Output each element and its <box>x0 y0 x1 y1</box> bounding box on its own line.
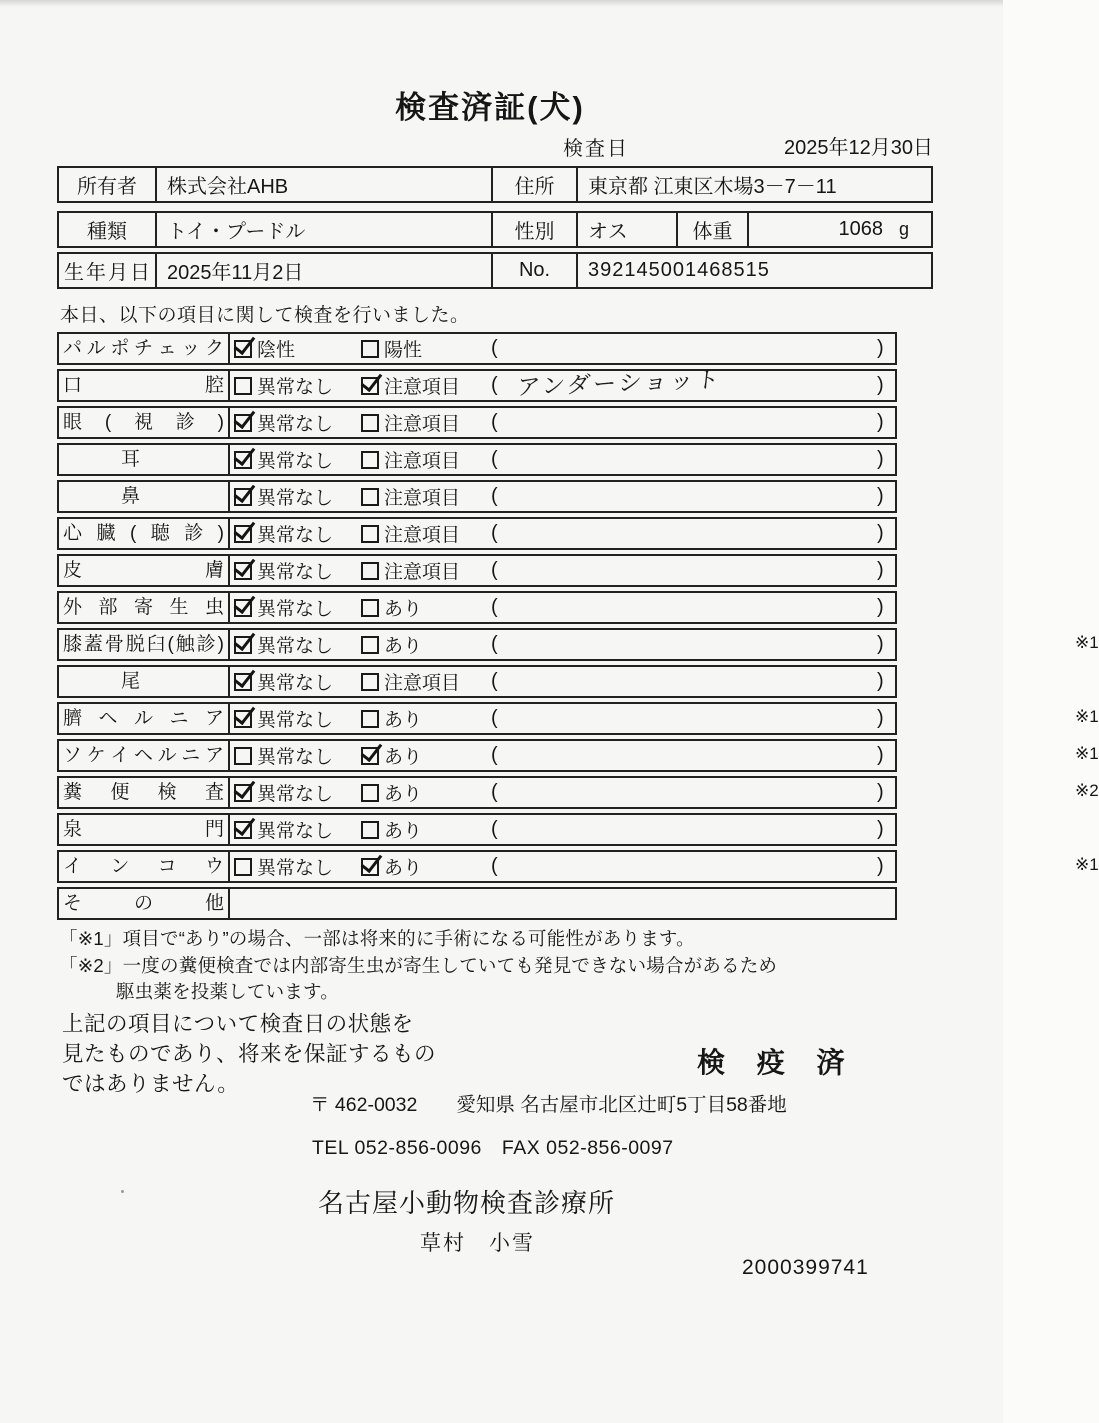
exam-option <box>361 741 422 770</box>
exam-option-label: あり <box>384 858 423 879</box>
weight-unit: g <box>898 219 909 239</box>
breed-label: 種類 <box>59 213 157 246</box>
exam-row <box>57 628 1099 661</box>
paren-open: ( <box>491 855 498 877</box>
exam-option-label: あり <box>384 599 423 620</box>
paren-close: ) <box>877 633 884 655</box>
clinic-name: 名古屋小動物検査診療所 <box>318 1188 616 1218</box>
paren-close: ) <box>877 337 884 359</box>
exam-option-label: あり <box>384 710 423 731</box>
exam-row-content <box>230 630 1099 659</box>
empty-checkbox-icon <box>361 340 379 358</box>
exam-option-label: 注意項目 <box>384 525 461 546</box>
exam-option-label: あり <box>384 747 423 768</box>
disclaimer-line: 見たものであり、将来を保証するもの <box>62 1042 437 1066</box>
exam-option-label: あり <box>384 821 423 842</box>
exam-option <box>234 852 333 881</box>
exam-item-label: そ の 他 <box>59 889 230 918</box>
exam-option-label: 異常なし <box>257 599 334 620</box>
checked-checkbox-icon <box>234 525 252 543</box>
checked-checkbox-icon <box>234 710 252 728</box>
exam-row-content <box>230 889 895 918</box>
paren-open: ( <box>491 411 498 433</box>
exam-option <box>361 371 460 400</box>
exam-option-label: 注意項目 <box>384 451 461 472</box>
paren-close: ) <box>877 670 884 692</box>
exam-item-label: ソ ケ イ ヘ ル ニ ア <box>59 741 230 770</box>
exam-date-label: 検査日 <box>563 138 629 160</box>
exam-option <box>361 519 460 548</box>
checked-checkbox-icon <box>361 377 379 395</box>
paren-open: ( <box>491 707 498 729</box>
exam-option <box>234 482 333 511</box>
empty-checkbox-icon <box>361 414 379 432</box>
exam-row-content <box>230 445 895 474</box>
breed-value: トイ・プードル <box>157 213 493 246</box>
exam-option-label: 注意項目 <box>384 414 461 435</box>
paren-close: ) <box>877 818 884 840</box>
exam-row-content <box>230 704 1099 733</box>
paren-close: ) <box>877 781 884 803</box>
address-label: 住所 <box>493 168 578 201</box>
exam-option <box>361 334 422 363</box>
exam-row <box>57 665 897 698</box>
empty-checkbox-icon <box>234 747 252 765</box>
exam-row <box>57 591 897 624</box>
exam-row-content <box>230 556 895 585</box>
exam-row <box>57 406 897 439</box>
exam-option <box>361 667 460 696</box>
exam-row-content <box>230 593 895 622</box>
checked-checkbox-icon <box>234 673 252 691</box>
weight-value: 1068 <box>838 218 883 240</box>
exam-item-label: 外 部 寄 生 虫 <box>59 593 230 622</box>
empty-checkbox-icon <box>361 488 379 506</box>
paren-open: ( <box>491 744 498 766</box>
sex-label: 性別 <box>493 213 578 246</box>
exam-option-label: 陽性 <box>384 340 423 361</box>
exam-date-value: 2025年12月30日 <box>784 137 933 159</box>
exam-option-label: 異常なし <box>257 525 334 546</box>
exam-option <box>234 556 333 585</box>
exam-item-label: 臍 ヘ ル ニ ア <box>59 704 230 733</box>
exam-table <box>57 332 1099 924</box>
paren-close: ) <box>877 596 884 618</box>
exam-option <box>234 630 333 659</box>
exam-option <box>234 778 333 807</box>
owner-value: 株式会社AHB <box>157 168 493 201</box>
exam-option <box>234 593 333 622</box>
paren-close: ) <box>877 374 884 396</box>
exam-option-label: 注意項目 <box>384 673 461 694</box>
exam-option-label: 異常なし <box>257 821 334 842</box>
checked-checkbox-icon <box>234 599 252 617</box>
exam-item-label: 皮 膚 <box>59 556 230 585</box>
exam-option-label: 異常なし <box>257 858 334 879</box>
number-label: No. <box>493 254 578 287</box>
exam-option <box>361 408 460 437</box>
address-value: 東京都 江東区木場3－7－11 <box>588 176 837 198</box>
intro-statement: 本日、以下の項目に関して検査を行いました。 <box>60 305 470 326</box>
birthdate-label: 生 年 月 日 <box>59 254 157 287</box>
clinic-telfax: TEL 052-856-0096 FAX 052-856-0097 <box>312 1137 674 1159</box>
empty-checkbox-icon <box>361 562 379 580</box>
paren-open: ( <box>491 448 498 470</box>
document-title: 検査済証(犬) <box>395 90 585 125</box>
exam-item-label: 口 腔 <box>59 371 230 400</box>
paren-close: ) <box>877 855 884 877</box>
paren-close: ) <box>877 559 884 581</box>
exam-option-label: 異常なし <box>257 636 334 657</box>
empty-checkbox-icon <box>234 858 252 876</box>
empty-checkbox-icon <box>361 821 379 839</box>
paren-open: ( <box>491 337 498 359</box>
exam-row <box>57 813 897 846</box>
animal-table-row2 <box>57 252 933 289</box>
exam-option <box>361 704 422 733</box>
exam-option-label: 異常なし <box>257 414 334 435</box>
exam-option <box>361 445 460 474</box>
exam-option <box>234 445 333 474</box>
exam-option-label: 注意項目 <box>384 488 461 509</box>
sex-value: オス <box>578 213 678 246</box>
checked-checkbox-icon <box>234 636 252 654</box>
paren-open: ( <box>491 374 498 396</box>
exam-row-content <box>230 519 895 548</box>
checked-checkbox-icon <box>234 562 252 580</box>
weight-label: 体重 <box>678 213 749 246</box>
exam-option <box>234 519 333 548</box>
exam-option-label: あり <box>384 784 423 805</box>
paren-open: ( <box>491 559 498 581</box>
paren-close: ) <box>877 485 884 507</box>
exam-option <box>234 741 333 770</box>
paren-open: ( <box>491 633 498 655</box>
exam-option <box>234 815 333 844</box>
exam-row-content <box>230 482 895 511</box>
checked-checkbox-icon <box>361 747 379 765</box>
exam-row-content <box>230 366 895 401</box>
exam-row-content <box>230 741 1099 770</box>
paren-close: ) <box>877 448 884 470</box>
exam-item-label: 眼 ( 視 診 ) <box>59 408 230 437</box>
serial-number: 2000399741 <box>742 1256 869 1279</box>
exam-item-label: 膝 蓋 骨 脱 臼 ( 触 診 ) <box>59 630 230 659</box>
empty-checkbox-icon <box>361 784 379 802</box>
quarantine-stamp: 検 疫 済 <box>697 1047 857 1078</box>
exam-row-content <box>230 408 895 437</box>
scan-speck <box>121 1190 124 1193</box>
paren-open: ( <box>491 522 498 544</box>
exam-option-label: 異常なし <box>257 784 334 805</box>
clinic-address: 〒 462-0032 愛知県 名古屋市北区辻町5丁目58番地 <box>310 1094 787 1116</box>
checked-checkbox-icon <box>234 451 252 469</box>
exam-option-label: 異常なし <box>257 451 334 472</box>
exam-option <box>361 630 422 659</box>
exam-row-content <box>230 852 1099 881</box>
exam-option-label: 注意項目 <box>384 377 461 398</box>
paren-close: ) <box>877 522 884 544</box>
number-value: 392145001468515 <box>588 259 770 281</box>
exam-row <box>57 739 1099 772</box>
exam-row <box>57 366 897 402</box>
exam-option-label: 陰性 <box>257 340 296 361</box>
paren-open: ( <box>491 818 498 840</box>
disclaimer-line: ではありません。 <box>62 1072 240 1096</box>
exam-option <box>234 334 295 363</box>
paren-open: ( <box>491 781 498 803</box>
exam-option-label: 異常なし <box>257 562 334 583</box>
checked-checkbox-icon <box>234 821 252 839</box>
empty-checkbox-icon <box>361 673 379 691</box>
exam-option-label: 注意項目 <box>384 562 461 583</box>
checked-checkbox-icon <box>234 784 252 802</box>
exam-option <box>361 593 422 622</box>
exam-option <box>361 556 460 585</box>
empty-checkbox-icon <box>361 599 379 617</box>
paren-close: ) <box>877 411 884 433</box>
exam-row <box>57 443 897 476</box>
exam-row <box>57 702 1099 735</box>
veterinarian-name: 草村 小雪 <box>420 1232 535 1255</box>
disclaimer-line: 上記の項目について検査日の状態を <box>62 1012 414 1036</box>
exam-item-label: 糞 便 検 査 <box>59 778 230 807</box>
checked-checkbox-icon <box>361 858 379 876</box>
footnote-1: 「※1」項目で“あり”の場合、一部は将来的に手術になる可能性があります。 <box>59 928 695 949</box>
paren-open: ( <box>491 485 498 507</box>
empty-checkbox-icon <box>361 710 379 728</box>
exam-option <box>361 852 422 881</box>
checked-checkbox-icon <box>234 488 252 506</box>
paren-close: ) <box>877 744 884 766</box>
empty-checkbox-icon <box>361 525 379 543</box>
checked-checkbox-icon <box>234 340 252 358</box>
exam-item-label: 耳 <box>59 445 230 474</box>
exam-row <box>57 776 1099 809</box>
exam-option-label: あり <box>384 636 423 657</box>
exam-option <box>234 371 333 400</box>
exam-item-label: 泉 門 <box>59 815 230 844</box>
exam-row-content <box>230 667 895 696</box>
reference-mark: ※2 <box>1075 781 1099 800</box>
reference-mark: ※1 <box>1075 855 1099 874</box>
paren-open: ( <box>491 596 498 618</box>
exam-option <box>361 482 460 511</box>
exam-item-label: 鼻 <box>59 482 230 511</box>
exam-item-label: イ ン コ ウ <box>59 852 230 881</box>
animal-table-row1 <box>57 211 933 248</box>
exam-option <box>234 704 333 733</box>
birthdate-value: 2025年11月2日 <box>157 254 493 287</box>
exam-row <box>57 850 1099 883</box>
exam-option-label: 異常なし <box>257 377 334 398</box>
exam-option <box>234 408 333 437</box>
footnote-2-line1: 「※2」一度の糞便検査では内部寄生虫が寄生していても発見できない場合があるため <box>59 955 778 976</box>
exam-option-label: 異常なし <box>257 710 334 731</box>
weight-cell <box>749 213 931 246</box>
exam-row-content <box>230 334 895 363</box>
reference-mark: ※1 <box>1075 744 1099 763</box>
exam-option <box>361 815 422 844</box>
reference-mark: ※1 <box>1075 707 1099 726</box>
footnote-2-line2: 駆虫薬を投薬しています。 <box>116 981 339 1002</box>
empty-checkbox-icon <box>361 451 379 469</box>
handwritten-note: アンダーショット <box>515 366 724 401</box>
exam-row <box>57 554 897 587</box>
checked-checkbox-icon <box>234 414 252 432</box>
exam-option-label: 異常なし <box>257 673 334 694</box>
exam-option-label: 異常なし <box>257 747 334 768</box>
exam-option <box>361 778 422 807</box>
reference-mark: ※1 <box>1075 633 1099 652</box>
exam-item-label: パ ル ポ チ ェ ッ ク <box>59 334 230 363</box>
exam-row <box>57 887 897 920</box>
scan-artifact <box>0 0 1003 7</box>
paren-close: ) <box>877 707 884 729</box>
exam-row-content <box>230 815 895 844</box>
exam-row <box>57 517 897 550</box>
paren-open: ( <box>491 670 498 692</box>
owner-table <box>57 166 933 203</box>
owner-label: 所有者 <box>59 168 157 201</box>
empty-checkbox-icon <box>234 377 252 395</box>
exam-row-content <box>230 778 1099 807</box>
exam-row <box>57 332 897 365</box>
exam-row <box>57 480 897 513</box>
exam-option <box>234 667 333 696</box>
exam-item-label: 尾 <box>59 667 230 696</box>
exam-option-label: 異常なし <box>257 488 334 509</box>
exam-item-label: 心 臓 ( 聴 診 ) <box>59 519 230 548</box>
empty-checkbox-icon <box>361 636 379 654</box>
